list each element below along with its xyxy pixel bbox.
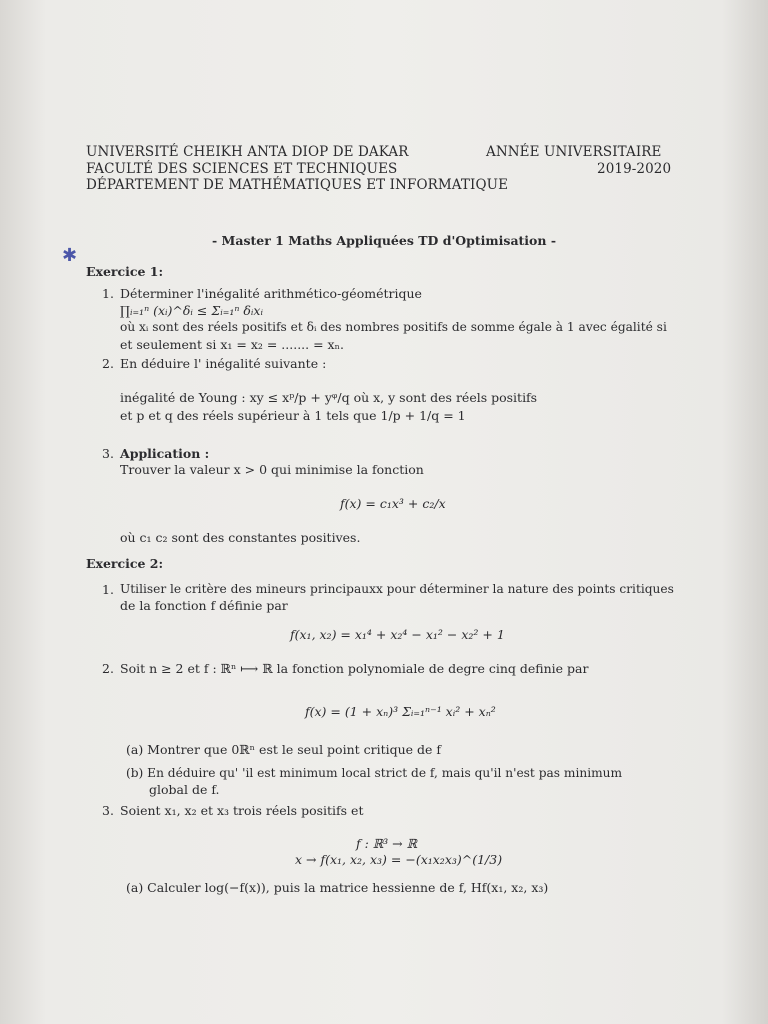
ex2-item3-part-a: (a) Calculer log(−f(x)), puis la matrice hessienne de f, Hf(x₁, x₂, x₃): [126, 880, 549, 895]
ex2-item1-number: 1.: [102, 582, 114, 597]
faculty-name: FACULTÉ DES SCIENCES ET TECHNIQUES: [86, 161, 398, 177]
ex1-item1-number: 1.: [102, 286, 114, 301]
handwritten-star-mark: ✱: [62, 245, 78, 266]
academic-year-label: ANNÉE UNIVERSITAIRE: [486, 144, 662, 160]
document-title: - Master 1 Maths Appliquées TD d'Optimisation -: [212, 233, 557, 248]
exercise-1-heading: Exercice 1:: [86, 264, 164, 279]
geometric-mean-formula: x → f(x₁, x₂, x₃) = −(x₁x₂x₃)^(1/3): [295, 852, 503, 867]
university-name: UNIVERSITÉ CHEIKH ANTA DIOP DE DAKAR: [86, 144, 409, 160]
ex1-item2-text: En déduire l' inégalité suivante :: [120, 356, 327, 371]
polynomial-formula: f(x) = (1 + xₙ)³ Σᵢ₌₁ⁿ⁻¹ xᵢ² + xₙ²: [305, 704, 496, 719]
ex1-item3-note: où c₁ c₂ sont des constantes positives.: [120, 530, 361, 545]
ex1-item1-text: Déterminer l'inégalité arithmético-géométrique: [120, 286, 422, 301]
ex1-item1-line2: où xᵢ sont des réels positifs et δᵢ des nombres positifs de somme égale à 1 avec égalité si: [120, 320, 667, 334]
young-inequality: inégalité de Young : xy ≤ xᵖ/p + yᵠ/q où x, y sont des réels positifs: [120, 390, 538, 405]
ex2-item3-text: Soient x₁, x₂ et x₃ trois réels positifs et: [120, 803, 364, 818]
ex2-item2-part-b: (b) En déduire qu' 'il est minimum local strict de f, mais qu'il n'est pas minimum: [126, 766, 623, 780]
ex2-item1-line2: de la fonction f définie par: [120, 598, 288, 613]
ex2-item2-part-b-cont: global de f.: [149, 782, 220, 797]
young-condition: et p et q des réels supérieur à 1 tels que 1/p + 1/q = 1: [120, 408, 466, 423]
mapping-formula: f : ℝ³ → ℝ: [356, 836, 417, 851]
ex2-item2-part-a: (a) Montrer que 0ℝⁿ est le seul point critique de f: [126, 742, 442, 757]
ex2-function-formula: f(x₁, x₂) = x₁⁴ + x₂⁴ − x₁² − x₂² + 1: [290, 627, 505, 642]
academic-year: 2019-2020: [597, 161, 672, 177]
ex1-item3-text: Trouver la valeur x > 0 qui minimise la fonction: [120, 462, 424, 477]
ex2-item2-text: Soit n ≥ 2 et f : ℝⁿ ⟼ ℝ la fonction polynomiale de degre cinq definie par: [120, 661, 589, 676]
am-gm-formula: ∏ᵢ₌₁ⁿ (xᵢ)^δᵢ ≤ Σᵢ₌₁ⁿ δᵢxᵢ: [120, 303, 263, 318]
minimize-function-formula: f(x) = c₁x³ + c₂/x: [340, 496, 446, 511]
ex1-item3-number: 3.: [102, 446, 114, 461]
ex2-item3-number: 3.: [102, 803, 114, 818]
ex1-item1-line3: et seulement si x₁ = x₂ = ....... = xₙ.: [120, 337, 344, 352]
ex2-item2-number: 2.: [102, 661, 114, 676]
ex1-item2-number: 2.: [102, 356, 114, 371]
department-name: DÉPARTEMENT DE MATHÉMATIQUES ET INFORMATIQUE: [86, 177, 509, 193]
ex1-item3-label: Application :: [120, 446, 210, 461]
ex2-item1-line1: Utiliser le critère des mineurs principauxx pour déterminer la nature des points critiques: [120, 582, 674, 596]
exercise-2-heading: Exercice 2:: [86, 556, 164, 571]
